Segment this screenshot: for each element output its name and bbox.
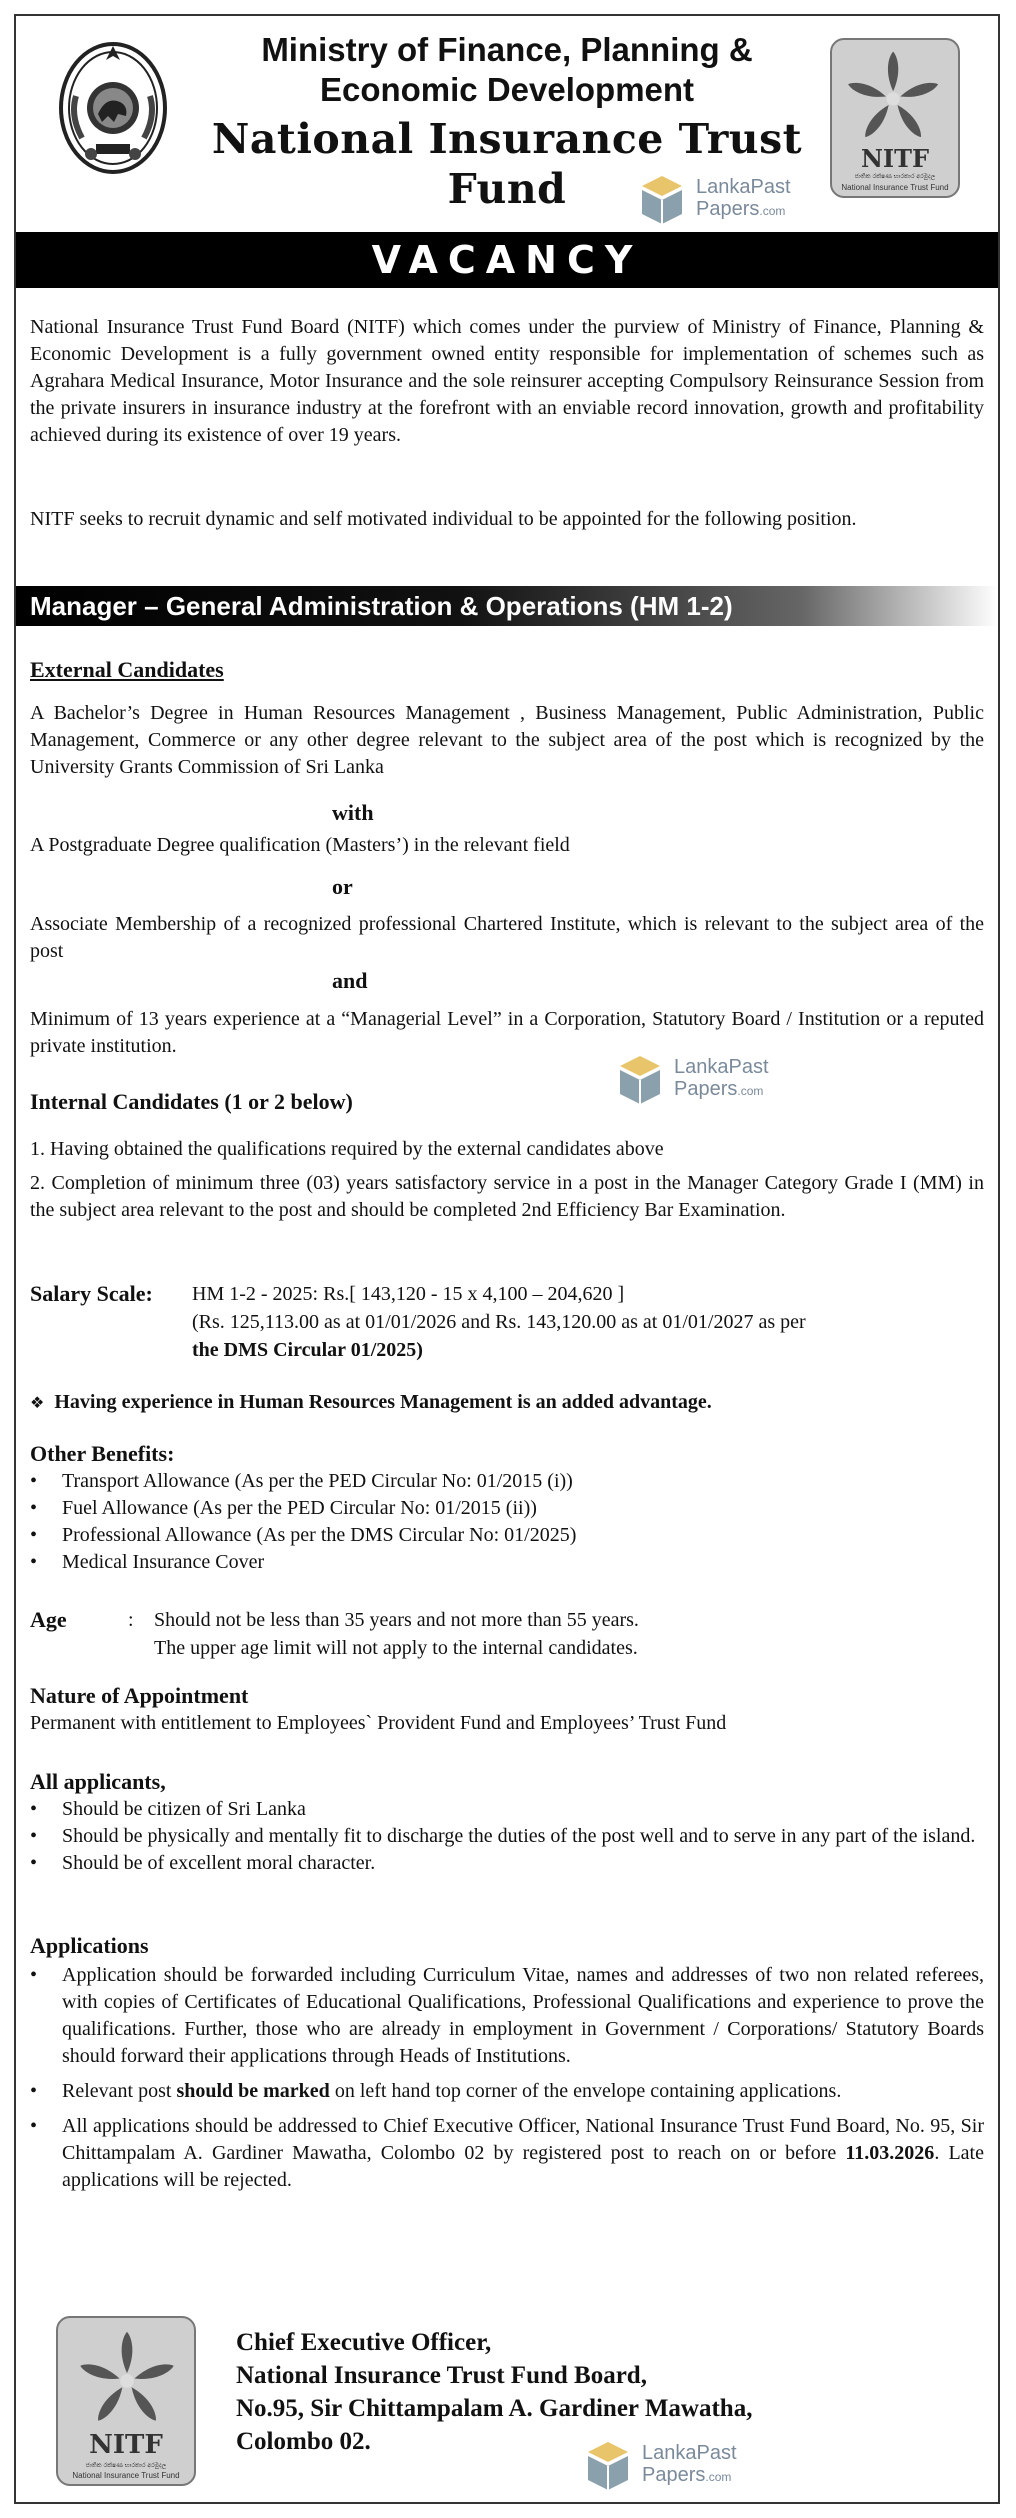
external-requirement-3: Associate Membership of a recognized professional Chartered Institute, which is relevant to the subject area of the post bbox=[30, 913, 984, 962]
salary-label: Salary Scale: bbox=[30, 1281, 153, 1306]
watermark-suffix: .com bbox=[705, 2470, 732, 2484]
list-item: • Should be of excellent moral character. bbox=[30, 1850, 984, 1877]
or-connector: or bbox=[332, 874, 353, 899]
list-item bbox=[30, 2078, 984, 2105]
list-item: • Fuel Allowance (As per the PED Circular No: 01/2015 (ii)) bbox=[30, 1495, 984, 1522]
text-segment: on left hand top corner of the envelope containing applications. bbox=[329, 2080, 842, 2102]
advantage-note bbox=[30, 1388, 712, 1417]
advantage-text: Having experience in Human Resources Management is an added advantage. bbox=[54, 1391, 712, 1413]
text-segment: Relevant post bbox=[62, 2080, 177, 2102]
watermark-line1: LankaPast bbox=[696, 176, 791, 198]
vacancy-banner: VACANCY bbox=[16, 232, 998, 288]
position-title: Manager – General Administration & Operations (HM 1-2) bbox=[30, 591, 733, 621]
external-heading: External Candidates bbox=[30, 657, 224, 682]
salary-scale bbox=[192, 1280, 992, 1364]
with-connector: with bbox=[332, 800, 374, 825]
ministry-name: Ministry of Finance, Planning & Economic Development bbox=[261, 31, 753, 108]
diamond-bullet-icon: ❖ bbox=[30, 1393, 45, 1412]
list-item bbox=[30, 2113, 984, 2194]
list-item: • Application should be forwarded including Curriculum Vitae, names and addresses of two non related referees, with copies of Certificates of Educational Qualifications, Professional Qualifications and experience to prove the qualifications. Further, those who are already in employment in Government / Corporations/ Statutory Boards should forward their applications through Heads of Institutions. bbox=[30, 1962, 984, 2070]
age-requirement bbox=[154, 1606, 639, 1662]
watermark-logo-middle bbox=[610, 1046, 790, 1116]
list-item: • Medical Insurance Cover bbox=[30, 1549, 984, 1576]
address-line-1: Chief Executive Officer, bbox=[236, 2329, 492, 2356]
watermark-logo-footer bbox=[578, 2432, 758, 2502]
external-requirement-1: A Bachelor’s Degree in Human Resources Management , Business Management, Public Administration, Public Management, Commerce or any other degree relevant to the subject area of the post which is recognized by the University Grants Commission of Sri Lanka bbox=[30, 702, 984, 778]
intro-paragraph-2: NITF seeks to recruit dynamic and self motivated individual to be appointed for the following position. bbox=[30, 508, 857, 530]
text-segment: . Late applications will be rejected. bbox=[62, 2142, 984, 2191]
logo-subtitle: National Insurance Trust Fund bbox=[72, 2471, 180, 2480]
sri-lanka-emblem-icon bbox=[56, 36, 171, 176]
salary-line-2: (Rs. 125,113.00 as at 01/01/2026 and Rs. 143,120.00 as at 01/01/2027 as per bbox=[192, 1311, 806, 1333]
and-connector: and bbox=[332, 968, 368, 993]
list-item: • Professional Allowance (As per the DMS Circular No: 01/2025) bbox=[30, 1522, 984, 1549]
age-line-1: Should not be less than 35 years and not more than 55 years. bbox=[154, 1609, 639, 1631]
logo-subtitle-sinhala: ජාතික රක්ෂණ භාරකාර අරමුදල bbox=[854, 173, 936, 180]
address-line-3: No.95, Sir Chittampalam A. Gardiner Mawatha, bbox=[236, 2395, 753, 2422]
logo-subtitle: National Insurance Trust Fund bbox=[841, 183, 949, 192]
watermark-line1: LankaPast bbox=[642, 2442, 737, 2464]
age-label: Age bbox=[30, 1607, 67, 1632]
appointment-text: Permanent with entitlement to Employees` Provident Fund and Employees’ Trust Fund bbox=[30, 1712, 727, 1734]
applications-heading: Applications bbox=[30, 1933, 149, 1958]
age-line-2: The upper age limit will not apply to the internal candidates. bbox=[154, 1637, 638, 1659]
address-line-2: National Insurance Trust Fund Board, bbox=[236, 2362, 647, 2389]
vacancy-notice bbox=[14, 14, 1000, 2504]
watermark-line1: LankaPast bbox=[674, 1056, 769, 1078]
watermark-line2: Papers bbox=[642, 2464, 706, 2486]
text-segment: All applications should be addressed to Chief Executive Officer, National Insurance Trust Fund Board, No. 95, Sir Chittampalam A. Gardiner Mawatha, Colombo 02 by registered post to reach on or before bbox=[62, 2115, 984, 2164]
watermark-logo bbox=[632, 166, 812, 236]
external-requirement-2: A Postgraduate Degree qualification (Masters’) in the relevant field bbox=[30, 834, 570, 856]
flower-icon bbox=[832, 44, 958, 148]
internal-item-1: 1. Having obtained the qualifications required by the external candidates above bbox=[30, 1138, 664, 1160]
list-item: • Should be citizen of Sri Lanka bbox=[30, 1796, 984, 1823]
intro-paragraph: National Insurance Trust Fund Board (NITF) which comes under the purview of Ministry of Finance, Planning & Economic Development is a fully government owned entity responsible for implementation of schemes such as Agrahara Medical Insurance, Motor Insurance and the sole reinsurer accepting Compulsory Reinsurance Session from the private insurers in insurance industry at the forefront with an enviable record innovation, growth and profitability achieved during its existence of over 19 years. bbox=[30, 316, 984, 446]
nitf-logo bbox=[830, 38, 960, 198]
list-item: • Transport Allowance (As per the PED Circular No: 01/2015 (i)) bbox=[30, 1468, 984, 1495]
watermark-line2: Papers bbox=[674, 1078, 738, 1100]
benefits-heading: Other Benefits: bbox=[30, 1441, 175, 1466]
logo-text: NITF bbox=[860, 144, 930, 173]
internal-heading: Internal Candidates (1 or 2 below) bbox=[30, 1089, 353, 1114]
book-stack-icon bbox=[610, 1046, 670, 1106]
logo-subtitle-sinhala: ජාතික රක්ෂණ භාරකාර අරමුදල bbox=[85, 2462, 167, 2469]
external-requirement-4: Minimum of 13 years experience at a “Managerial Level” in a Corporation, Statutory Board / Institution or a reputed private institution. bbox=[30, 1008, 984, 1057]
watermark-suffix: .com bbox=[737, 1084, 764, 1098]
position-title-band bbox=[16, 586, 998, 626]
benefits-list bbox=[30, 1468, 984, 1576]
logo-text: NITF bbox=[89, 2430, 163, 2460]
flower-icon bbox=[62, 2324, 192, 2432]
text-emphasis: should be marked bbox=[176, 2080, 330, 2102]
address-line-4: Colombo 02. bbox=[236, 2428, 371, 2455]
applicants-list bbox=[30, 1796, 984, 1877]
watermark-suffix: .com bbox=[759, 204, 786, 218]
salary-line-1: HM 1-2 - 2025: Rs.[ 143,120 - 15 x 4,100 – 204,620 ] bbox=[192, 1283, 625, 1305]
closing-date: 11.03.2026 bbox=[845, 2142, 935, 2164]
watermark-line2: Papers bbox=[696, 198, 760, 220]
applicants-heading: All applicants, bbox=[30, 1769, 166, 1794]
header bbox=[16, 16, 998, 236]
appointment-heading: Nature of Appointment bbox=[30, 1683, 249, 1708]
organization-name: National Insurance Trust Fund bbox=[211, 115, 803, 213]
internal-item-2: 2. Completion of minimum three (03) years satisfactory service in a post in the Manager Category Grade I (MM) in the subject area relevant to the post and should be completed 2nd Efficiency Bar Examination. bbox=[30, 1172, 984, 1221]
footer-logo bbox=[56, 2316, 196, 2486]
age-colon: : bbox=[128, 1609, 134, 1631]
list-item: • Should be physically and mentally fit to discharge the duties of the post well and to serve in any part of the island. bbox=[30, 1823, 984, 1850]
book-stack-icon bbox=[632, 166, 692, 226]
book-stack-icon bbox=[578, 2432, 638, 2492]
applications-list bbox=[30, 1962, 984, 2194]
salary-line-3: the DMS Circular 01/2025) bbox=[192, 1339, 423, 1361]
